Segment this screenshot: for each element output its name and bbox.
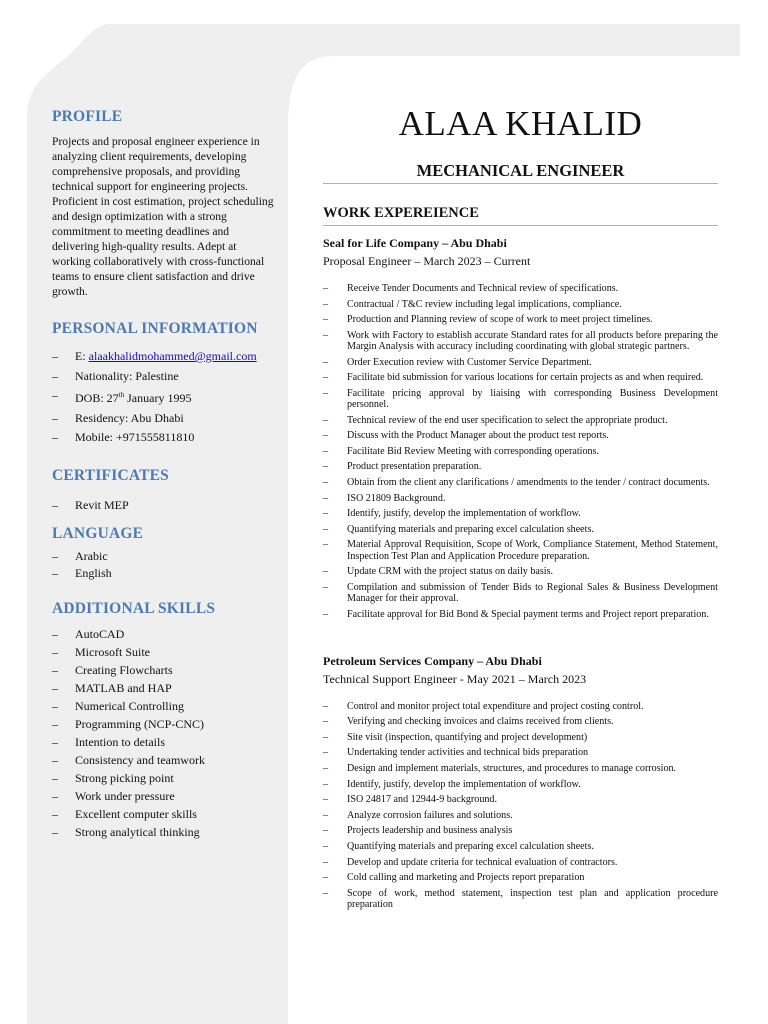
skills-list	[52, 625, 274, 841]
list-item: – Design and implement materials, structures, and procedures to manage corrosion.	[323, 763, 718, 774]
list-item: – Compilation and submission of Tender Bids to Regional Sales & Business Development Manager for their approval.	[323, 582, 718, 604]
job-entry	[323, 236, 718, 620]
sidebar	[52, 108, 274, 841]
list-item: – Facilitate bid submission for various locations for certain projects as and when required.	[323, 372, 718, 383]
list-item: – Arabic	[52, 548, 274, 566]
list-item: – Facilitate pricing approval by liaising with corresponding Business Development personnel.	[323, 388, 718, 410]
work-experience-heading: WORK EXPEREIENCE	[323, 205, 479, 221]
nationality-item: – Nationality: Palestine	[52, 367, 274, 387]
list-item: – Scope of work, method statement, inspection test plan and application procedure preparation	[323, 888, 718, 910]
email-item	[52, 347, 274, 367]
job-entry	[323, 654, 718, 911]
list-item: – Control and monitor project total expenditure and project costing control.	[323, 701, 718, 712]
candidate-name: ALAA KHALID	[398, 104, 643, 143]
list-item: – Product presentation preparation.	[323, 461, 718, 472]
list-item: – Projects leadership and business analysis	[323, 825, 718, 836]
company-name: Seal for Life Company – Abu Dhabi	[323, 236, 507, 250]
skills-heading: ADDITIONAL SKILLS	[52, 599, 216, 617]
main-content	[323, 105, 718, 915]
list-item: – Technical review of the end user specification to select the appropriate product.	[323, 415, 718, 426]
profile-text: Projects and proposal engineer experience in analyzing client requirements, developing comprehensive proposals, and providing technical support for engineering projects. Proficient in cost estimation, project scheduling and design optimization with a strong commitment to meeting deadlines and delivering high-quality results. Adept at working collaboratively with cross-functional teams to ensure client satisfaction and drive growth.	[52, 135, 274, 298]
list-item: – Discuss with the Product Manager about the product test reports.	[323, 430, 718, 441]
mobile-item: – Mobile: +971555811810	[52, 428, 274, 448]
list-item: – Verifying and checking invoices and claims received from clients.	[323, 716, 718, 727]
language-heading: LANGUAGE	[52, 524, 144, 542]
list-item: – Receive Tender Documents and Technical review of specifications.	[323, 283, 718, 294]
dob-sup: th	[118, 391, 125, 399]
list-item: – Intention to details	[52, 733, 274, 751]
duties-list	[323, 283, 718, 620]
list-item: – Identify, justify, develop the implementation of workflow.	[323, 779, 718, 790]
list-item: – Microsoft Suite	[52, 643, 274, 661]
personal-info-list	[52, 347, 274, 448]
dob-item	[52, 386, 274, 409]
list-item: – Numerical Controlling	[52, 697, 274, 715]
divider	[323, 225, 718, 226]
list-item: – Facilitate Bid Review Meeting with corresponding operations.	[323, 446, 718, 457]
list-item: – Excellent computer skills	[52, 805, 274, 823]
list-item: – ISO 21809 Background.	[323, 493, 718, 504]
email-label: E:	[75, 349, 89, 363]
dob-prefix: DOB: 27	[75, 391, 119, 405]
company-name: Petroleum Services Company – Abu Dhabi	[323, 653, 542, 668]
list-item: – AutoCAD	[52, 625, 274, 643]
list-item: – Revit MEP	[52, 496, 274, 514]
position-title: Technical Support Engineer - May 2021 – March 2023	[323, 671, 587, 686]
list-item: – Strong picking point	[52, 769, 274, 787]
dob-suffix: January 1995	[124, 391, 192, 405]
list-item: – Identify, justify, develop the implementation of workflow.	[323, 508, 718, 519]
list-item: – Creating Flowcharts	[52, 661, 274, 679]
list-item: – Update CRM with the project status on daily basis.	[323, 566, 718, 577]
list-item: – Quantifying materials and preparing excel calculation sheets.	[323, 524, 718, 535]
personal-info-heading: PERSONAL INFORMATION	[52, 320, 258, 337]
list-item: – Material Approval Requisition, Scope of Work, Compliance Statement, Method Statement, Inspection Test Plan and Application Procedure preparation.	[323, 539, 718, 561]
list-item: – Analyze corrosion failures and solutions.	[323, 810, 718, 821]
list-item: – Work under pressure	[52, 787, 274, 805]
duties-list	[323, 701, 718, 911]
list-item: – Work with Factory to establish accurate Standard rates for all products before preparing the Margin Analysis with accuracy including coordinating with global strategic partners.	[323, 330, 718, 352]
list-item: – Order Execution review with Customer Service Department.	[323, 357, 718, 368]
residency-item: – Residency: Abu Dhabi	[52, 409, 274, 429]
list-item: – Cold calling and marketing and Projects report preparation	[323, 872, 718, 883]
list-item: – Facilitate approval for Bid Bond & Special payment terms and Project report preparation.	[323, 609, 718, 620]
list-item: – Strong analytical thinking	[52, 823, 274, 841]
email-link[interactable]: alaakhalidmohammed@gmail.com	[88, 349, 257, 363]
list-item: – MATLAB and HAP	[52, 679, 274, 697]
job-title: MECHANICAL ENGINEER	[416, 161, 625, 180]
position-title: Proposal Engineer – March 2023 – Current	[323, 254, 531, 268]
language-list	[52, 548, 274, 583]
list-item: – Site visit (inspection, quantifying and project development)	[323, 732, 718, 743]
divider	[323, 183, 718, 184]
list-item: – Undertaking tender activities and technical bids preparation	[323, 747, 718, 758]
list-item: – Contractual / T&C review including legal implications, compliance.	[323, 299, 718, 310]
certificates-list	[52, 496, 274, 514]
list-item: – Develop and update criteria for technical evaluation of contractors.	[323, 857, 718, 868]
certificates-heading: CERTIFICATES	[52, 466, 169, 484]
list-item: – Production and Planning review of scope of work to meet project timelines.	[323, 314, 718, 325]
profile-heading: PROFILE	[52, 108, 123, 125]
list-item: – Consistency and teamwork	[52, 751, 274, 769]
list-item: – Obtain from the client any clarifications / amendments to the tender / contract documents.	[323, 477, 718, 488]
list-item: – Quantifying materials and preparing excel calculation sheets.	[323, 841, 718, 852]
list-item: – ISO 24817 and 12944-9 background.	[323, 794, 718, 805]
list-item: – Programming (NCP-CNC)	[52, 715, 274, 733]
list-item: – English	[52, 565, 274, 583]
